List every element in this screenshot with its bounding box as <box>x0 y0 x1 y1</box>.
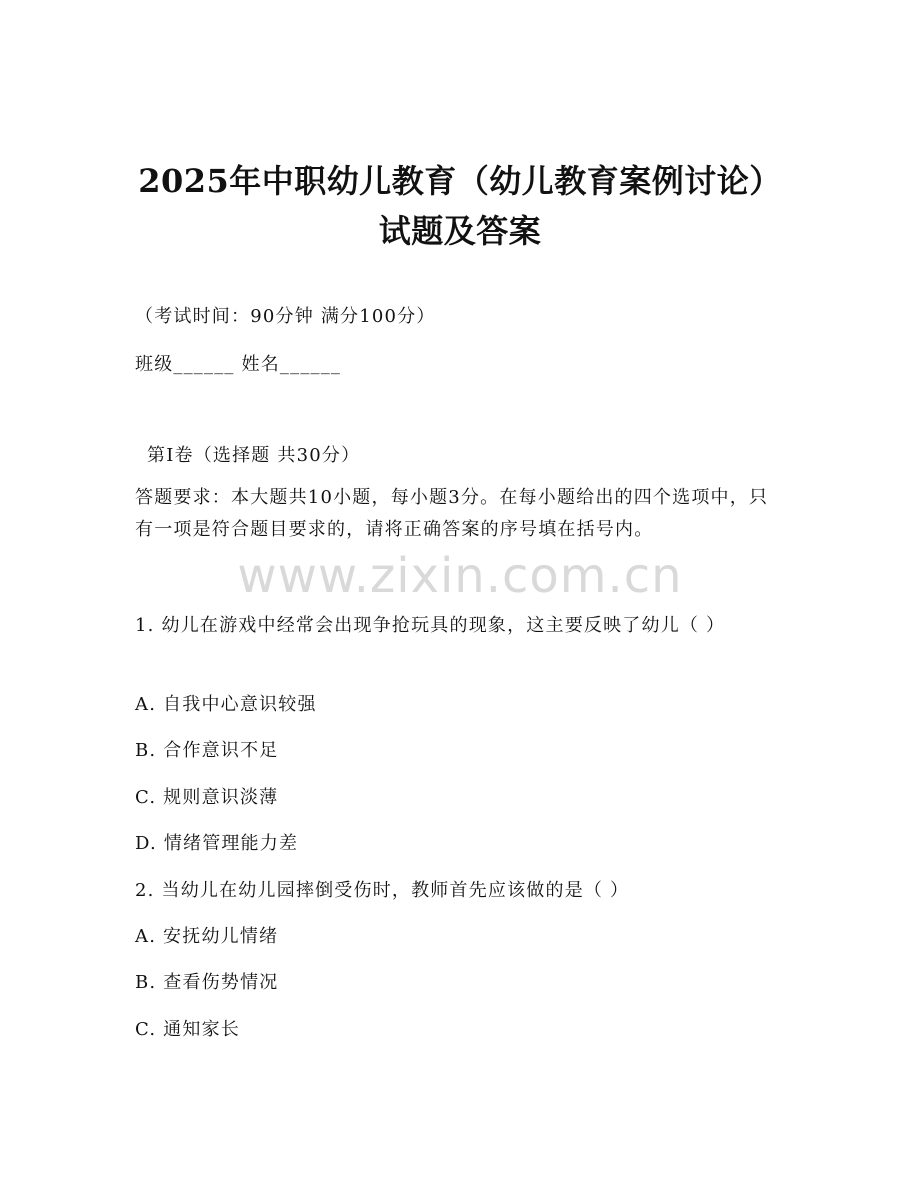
question-2-option-c: C. 通知家长 <box>135 1019 240 1040</box>
student-fields: 班级______ 姓名______ <box>135 354 342 375</box>
doc-title-line1: 2025年中职幼儿教育（幼儿教育案例讨论） <box>138 162 782 200</box>
instructions: 答题要求：本大题共10小题，每小题3分。在每小题给出的四个选项中，只有一项是符合题目要求的，请将正确答案的序号填在括号内。 <box>135 487 769 540</box>
question-1-option-b: B. 合作意识不足 <box>135 740 279 761</box>
question-2-stem: 2. 当幼儿在幼儿园摔倒受伤时，教师首先应该做的是（ ） <box>135 880 630 901</box>
exam-info: （考试时间：90分钟 满分100分） <box>135 306 436 327</box>
question-1-stem: 1. 幼儿在游戏中经常会出现争抢玩具的现象，这主要反映了幼儿（ ） <box>135 615 726 636</box>
section-title: 第I卷（选择题 共30分） <box>147 445 361 466</box>
question-2-option-b: B. 查看伤势情况 <box>135 972 279 993</box>
watermark: www.zixin.com.cn <box>237 548 683 604</box>
doc-title-line2: 试题及答案 <box>378 212 542 250</box>
question-1-option-c: C. 规则意识淡薄 <box>135 787 279 808</box>
question-2-option-a: A. 安抚幼儿情绪 <box>135 926 279 947</box>
question-1-option-d: D. 情绪管理能力差 <box>135 833 299 854</box>
question-1-option-a: A. 自我中心意识较强 <box>135 694 317 715</box>
